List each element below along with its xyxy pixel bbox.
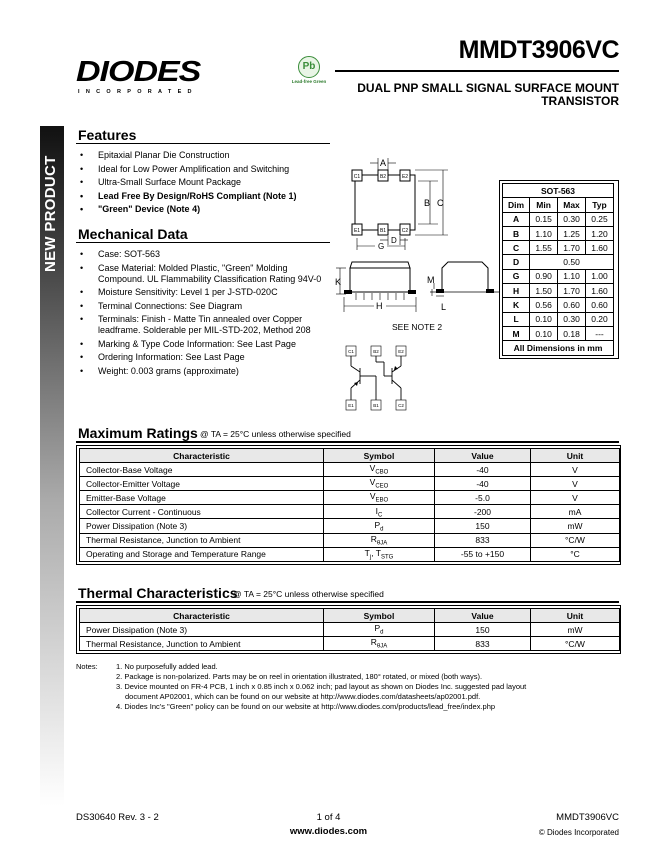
characteristic-cell: Emitter-Base Voltage [80, 491, 324, 505]
value-cell: 150 [435, 623, 531, 637]
table-row [80, 547, 620, 561]
note-item: 4. Diodes Inc's "Green" policy can be found on our website at http://www.diodes.com/products/lead_free/index.php [116, 702, 496, 711]
table-header: Symbol [324, 449, 435, 463]
dim-cell: 1.70 [558, 241, 586, 255]
dim-cell: H [503, 284, 530, 298]
list-item: • Terminals: Finish - Matte Tin annealed over Copper leadframe. Solderable per MIL-STD-202, Method 208 [78, 314, 336, 336]
symbol-cell: $V_{CEO}$ [324, 477, 435, 491]
table-row [80, 533, 620, 547]
dim-cell: M [503, 326, 530, 340]
table-row [503, 241, 614, 255]
unit-cell: mA [531, 505, 620, 519]
dim-cell: 0.18 [558, 326, 586, 340]
footer-page-number: 1 of 4 [316, 812, 341, 823]
pin-label: E2 [398, 349, 404, 354]
table-row [80, 519, 620, 533]
thermal-heading: Thermal Characteristics [78, 585, 238, 601]
pin-label: B2 [373, 349, 379, 354]
part-number-title: MMDT3906VC [458, 36, 619, 64]
dim-cell: 1.70 [558, 284, 586, 298]
list-item: • Terminal Connections: See Diagram [78, 301, 336, 312]
pin-label: E2 [401, 174, 409, 180]
features-list [78, 150, 338, 218]
dim-table-footer: All Dimensions in mm [503, 341, 614, 355]
dim-cell: A [503, 212, 530, 226]
max-ratings-rule [76, 441, 619, 443]
list-item: • Marking & Type Code Information: See Last Page [78, 339, 336, 350]
circuit-schematic [340, 342, 412, 414]
header-rule [335, 70, 619, 72]
list-item: • Ideal for Low Power Amplification and Switching [78, 164, 338, 175]
dim-label-b: B [424, 198, 431, 208]
dim-cell: K [503, 298, 530, 312]
pin-label: B1 [379, 228, 387, 234]
table-header: Characteristic [80, 609, 324, 623]
pin-label: B2 [379, 174, 387, 180]
dim-cell: 0.56 [530, 298, 558, 312]
value-cell: -5.0 [435, 491, 531, 505]
characteristic-cell: Collector Current - Continuous [80, 505, 324, 519]
unit-cell: V [531, 477, 620, 491]
footer-part-number: MMDT3906VC [556, 812, 619, 823]
symbol-cell: $V_{CBO}$ [324, 463, 435, 477]
dim-label-h: H [376, 301, 383, 311]
thermal-rule [76, 601, 619, 603]
characteristic-cell: Power Dissipation (Note 3) [80, 519, 324, 533]
dim-cell: 1.60 [585, 241, 613, 255]
dim-cell: 1.10 [558, 269, 586, 283]
dim-cell: 0.30 [558, 312, 586, 326]
pin-label: B1 [373, 403, 379, 408]
dim-cell: 0.60 [585, 298, 613, 312]
value-cell: -40 [435, 463, 531, 477]
characteristic-cell: Operating and Storage and Temperature Range [80, 547, 324, 561]
dim-header: Dim [503, 198, 530, 212]
dim-cell: 0.15 [530, 212, 558, 226]
package-side-view [350, 268, 410, 292]
table-row [503, 226, 614, 240]
pin-label: C2 [398, 403, 404, 408]
mechanical-heading: Mechanical Data [78, 226, 188, 242]
table-header: Symbol [324, 609, 435, 623]
package-body-top-view [355, 175, 415, 230]
list-item: • Ordering Information: See Last Page [78, 352, 336, 363]
dim-header: Min [530, 198, 558, 212]
dim-cell: 0.90 [530, 269, 558, 283]
dim-cell: 0.20 [585, 312, 613, 326]
footer-website-link[interactable]: www.diodes.com [289, 826, 368, 837]
package-outline-drawing [330, 150, 505, 340]
value-cell: -55 to +150 [435, 547, 531, 561]
note-item: 1. No purposefully added lead. [116, 662, 218, 671]
dim-header: Typ [585, 198, 613, 212]
max-ratings-table [79, 448, 620, 562]
dim-cell: 0.10 [530, 326, 558, 340]
pin-label: C1 [348, 349, 354, 354]
dim-cell: D [503, 255, 530, 269]
dim-label-d: D [391, 236, 397, 245]
list-item: • Weight: 0.003 grams (approximate) [78, 366, 336, 377]
pin-label: C2 [401, 228, 409, 234]
symbol-cell: $R_{\theta JA}$ [324, 637, 435, 651]
footer-doc-number: DS30640 Rev. 3 - 2 [76, 812, 159, 823]
dim-cell: 0.30 [558, 212, 586, 226]
notes-section [76, 662, 546, 712]
list-item: • "Green" Device (Note 4) [78, 204, 338, 215]
logo-wordmark: DIODES [76, 55, 201, 88]
table-row [503, 255, 614, 269]
pin-label: C1 [353, 174, 361, 180]
max-ratings-condition: @ TA = 25°C unless otherwise specified [200, 429, 351, 439]
value-cell: 833 [435, 637, 531, 651]
dim-cell: 1.25 [558, 226, 586, 240]
dim-cell: 0.60 [558, 298, 586, 312]
unit-cell: °C [531, 547, 620, 561]
diodes-logo [76, 55, 210, 98]
dim-cell: 1.00 [585, 269, 613, 283]
thermal-condition: @ TA = 25°C unless otherwise specified [233, 589, 384, 599]
value-cell: -40 [435, 477, 531, 491]
table-header: Value [435, 609, 531, 623]
table-row [503, 284, 614, 298]
dim-cell: 1.50 [530, 284, 558, 298]
dim-cell: B [503, 226, 530, 240]
dim-label-k: K [335, 277, 342, 287]
max-ratings-heading: Maximum Ratings [78, 425, 198, 441]
table-header: Unit [531, 449, 620, 463]
new-product-label: NEW PRODUCT [42, 155, 59, 272]
unit-cell: °C/W [531, 533, 620, 547]
pb-icon: Pb [298, 56, 320, 78]
table-row [503, 326, 614, 340]
unit-cell: mW [531, 623, 620, 637]
max-ratings-frame [76, 445, 621, 565]
dim-label-g: G [378, 242, 385, 251]
dim-table-title: SOT-563 [503, 184, 614, 198]
symbol-cell: $R_{\theta JA}$ [324, 533, 435, 547]
see-note-label: SEE NOTE 2 [392, 322, 443, 332]
table-header: Characteristic [80, 449, 324, 463]
dimensions-table-frame [499, 180, 619, 359]
table-row [80, 637, 620, 651]
pin-label: E1 [353, 228, 361, 234]
footer-copyright: © Diodes Incorporated [538, 828, 619, 837]
unit-cell: °C/W [531, 637, 620, 651]
subtitle-line-1: DUAL PNP SMALL SIGNAL SURFACE MOUNT [357, 81, 619, 95]
table-row [80, 477, 620, 491]
dim-cell: 1.10 [530, 226, 558, 240]
dim-cell: L [503, 312, 530, 326]
characteristic-cell: Collector-Emitter Voltage [80, 477, 324, 491]
dim-cell: 0.10 [530, 312, 558, 326]
dim-label-m: M [427, 275, 435, 285]
unit-cell: V [531, 463, 620, 477]
dim-cell: 0.50 [530, 255, 614, 269]
list-item: • Epitaxial Planar Die Construction [78, 150, 338, 161]
logo-subtext: INCORPORATED [78, 89, 198, 95]
characteristic-cell: Thermal Resistance, Junction to Ambient [80, 533, 324, 547]
dim-cell: 1.60 [585, 284, 613, 298]
dim-cell: 1.20 [585, 226, 613, 240]
symbol-cell: $P_d$ [324, 519, 435, 533]
symbol-cell: $T_j$, $T_{STG}$ [324, 547, 435, 561]
dim-header: Max [558, 198, 586, 212]
list-item: • Case: SOT-563 [78, 249, 336, 260]
table-header: Value [435, 449, 531, 463]
dim-label-a: A [380, 158, 387, 168]
table-row [503, 312, 614, 326]
note-item: 2. Package is non-polarized. Parts may be on reel in orientation illustrated, 180° rotated, or mixed (both ways). [116, 672, 483, 681]
dim-cell: G [503, 269, 530, 283]
pb-caption: Lead-free Green [291, 79, 327, 84]
subtitle-line-2: TRANSISTOR [541, 94, 619, 108]
mechanical-list [78, 249, 336, 379]
package-end-view [442, 262, 488, 292]
notes-label: Notes: [76, 662, 98, 671]
value-cell: -200 [435, 505, 531, 519]
table-row [503, 269, 614, 283]
value-cell: 150 [435, 519, 531, 533]
table-row [503, 212, 614, 226]
characteristic-cell: Collector-Base Voltage [80, 463, 324, 477]
list-item: • Case Material: Molded Plastic, "Green" Molding Compound. UL Flammability Classification Rating 94V-0 [78, 263, 336, 285]
table-row [80, 623, 620, 637]
dim-cell: --- [585, 326, 613, 340]
characteristic-cell: Thermal Resistance, Junction to Ambient [80, 637, 324, 651]
unit-cell: V [531, 491, 620, 505]
features-heading: Features [78, 127, 137, 143]
list-item: • Moisture Sensitivity: Level 1 per J-STD-020C [78, 287, 336, 298]
features-rule [76, 143, 330, 144]
dim-cell: 0.25 [585, 212, 613, 226]
mechanical-rule [76, 242, 330, 243]
table-row [503, 298, 614, 312]
characteristic-cell: Power Dissipation (Note 3) [80, 623, 324, 637]
list-item: • Ultra-Small Surface Mount Package [78, 177, 338, 188]
symbol-cell: $I_C$ [324, 505, 435, 519]
unit-cell: mW [531, 519, 620, 533]
table-row [80, 491, 620, 505]
table-header: Unit [531, 609, 620, 623]
thermal-table [79, 608, 620, 651]
thermal-frame [76, 605, 621, 654]
symbol-cell: $P_d$ [324, 623, 435, 637]
table-row [80, 505, 620, 519]
value-cell: 833 [435, 533, 531, 547]
table-row [80, 463, 620, 477]
symbol-cell: $V_{EBO}$ [324, 491, 435, 505]
dim-cell: C [503, 241, 530, 255]
note-item: 3. Device mounted on FR-4 PCB, 1 inch x 0.85 inch x 0.062 inch; pad layout as shown on Diodes Inc. suggested pad layout document AP02001, which can be found on our website at http://www.diodes.com/datasheets/ap02001.pdf. [116, 682, 527, 701]
product-subtitle [319, 82, 619, 108]
dim-cell: 1.55 [530, 241, 558, 255]
dimensions-table [502, 183, 614, 356]
dim-label-c: C [437, 198, 444, 208]
list-item: • Lead Free By Design/RoHS Compliant (Note 1) [78, 191, 338, 202]
dim-label-l: L [441, 302, 447, 312]
pin-label: E1 [348, 403, 354, 408]
